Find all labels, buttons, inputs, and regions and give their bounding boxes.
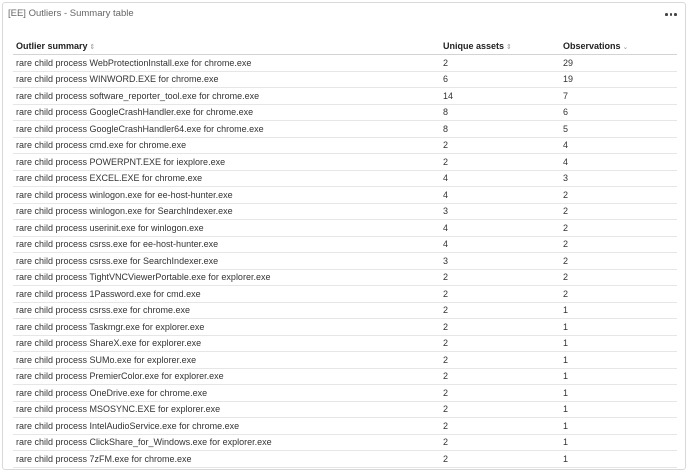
cell-outlier-summary: rare child process cmd.exe for chrome.exe: [13, 137, 440, 154]
cell-outlier-summary: rare child process WINWORD.EXE for chrome.exe: [13, 71, 440, 88]
cell-observations: 2: [560, 269, 677, 286]
cell-outlier-summary: rare child process 7zFM.exe for chrome.exe: [13, 451, 440, 468]
table-row: [13, 203, 677, 220]
sort-icon[interactable]: ⌄: [622, 43, 629, 51]
table-row: [13, 220, 677, 237]
table-row: [13, 451, 677, 468]
table-row: [13, 368, 677, 385]
cell-outlier-summary: rare child process ClickShare_for_Windows.exe for explorer.exe: [13, 434, 440, 451]
table-row: [13, 236, 677, 253]
cell-outlier-summary: rare child process csrss.exe for ee-host-hunter.exe: [13, 236, 440, 253]
cell-outlier-summary: rare child process winlogon.exe for SearchIndexer.exe: [13, 203, 440, 220]
cell-observations: 7: [560, 88, 677, 105]
cell-outlier-summary: rare child process userinit.exe for winlogon.exe: [13, 220, 440, 237]
cell-observations: 2: [560, 203, 677, 220]
cell-observations: 19: [560, 71, 677, 88]
cell-outlier-summary: rare child process Taskmgr.exe for explorer.exe: [13, 319, 440, 336]
sort-icon[interactable]: ⇕: [89, 43, 96, 51]
cell-outlier-summary: rare child process software_reporter_tool.exe for chrome.exe: [13, 88, 440, 105]
cell-unique-assets: 4: [440, 236, 560, 253]
table-header-row: [13, 37, 677, 55]
cell-outlier-summary: rare child process winlogon.exe for ee-host-hunter.exe: [13, 187, 440, 204]
table-row: [13, 121, 677, 138]
table-row: [13, 401, 677, 418]
cell-unique-assets: 2: [440, 335, 560, 352]
cell-outlier-summary: rare child process GoogleCrashHandler64.exe for chrome.exe: [13, 121, 440, 138]
cell-unique-assets: 2: [440, 451, 560, 468]
cell-outlier-summary: rare child process POWERPNT.EXE for iexplore.exe: [13, 154, 440, 171]
cell-unique-assets: 2: [440, 352, 560, 369]
cell-unique-assets: 8: [440, 104, 560, 121]
cell-observations: 2: [560, 236, 677, 253]
panel-title: [EE] Outliers - Summary table: [8, 8, 134, 19]
table-row: [13, 286, 677, 303]
cell-outlier-summary: rare child process csrss.exe for SearchIndexer.exe: [13, 253, 440, 270]
cell-observations: 2: [560, 286, 677, 303]
table-row: [13, 302, 677, 319]
cell-unique-assets: 2: [440, 319, 560, 336]
cell-outlier-summary: rare child process ShareX.exe for explorer.exe: [13, 335, 440, 352]
cell-unique-assets: 3: [440, 203, 560, 220]
cell-unique-assets: 2: [440, 137, 560, 154]
column-header-unique-assets[interactable]: Unique assets ⇕: [440, 37, 560, 55]
cell-observations: 1: [560, 352, 677, 369]
cell-outlier-summary: rare child process PremierColor.exe for explorer.exe: [13, 368, 440, 385]
cell-unique-assets: 2: [440, 401, 560, 418]
cell-observations: 1: [560, 335, 677, 352]
table-row: [13, 434, 677, 451]
cell-unique-assets: 2: [440, 269, 560, 286]
cell-outlier-summary: rare child process EXCEL.EXE for chrome.exe: [13, 170, 440, 187]
cell-observations: 1: [560, 302, 677, 319]
cell-observations: 5: [560, 121, 677, 138]
table-row: [13, 253, 677, 270]
cell-observations: 2: [560, 220, 677, 237]
cell-unique-assets: 2: [440, 55, 560, 72]
cell-observations: 2: [560, 253, 677, 270]
cell-unique-assets: 2: [440, 154, 560, 171]
cell-unique-assets: 4: [440, 187, 560, 204]
sort-icon[interactable]: ⇕: [506, 43, 512, 51]
cell-observations: 1: [560, 319, 677, 336]
table-row: [13, 88, 677, 105]
cell-outlier-summary: rare child process MSOSYNC.EXE for explorer.exe: [13, 401, 440, 418]
table-row: [13, 154, 677, 171]
cell-unique-assets: 2: [440, 286, 560, 303]
cell-unique-assets: 4: [440, 220, 560, 237]
cell-observations: 29: [560, 55, 677, 72]
cell-observations: 1: [560, 401, 677, 418]
cell-observations: 1: [560, 368, 677, 385]
column-header-observations[interactable]: Observations ⌄: [560, 37, 677, 55]
table-row: [13, 137, 677, 154]
cell-observations: 4: [560, 137, 677, 154]
cell-unique-assets: 6: [440, 71, 560, 88]
table-row: [13, 418, 677, 435]
table-row: [13, 170, 677, 187]
table-row: [13, 335, 677, 352]
cell-unique-assets: 8: [440, 121, 560, 138]
table-row: [13, 269, 677, 286]
table-row: [13, 352, 677, 369]
cell-outlier-summary: rare child process TightVNCViewerPortable.exe for explorer.exe: [13, 269, 440, 286]
cell-observations: 4: [560, 154, 677, 171]
ellipsis-icon[interactable]: [665, 13, 677, 17]
cell-observations: 6: [560, 104, 677, 121]
cell-unique-assets: 3: [440, 253, 560, 270]
table-row: [13, 104, 677, 121]
cell-unique-assets: 2: [440, 368, 560, 385]
cell-observations: 1: [560, 418, 677, 435]
cell-unique-assets: 2: [440, 434, 560, 451]
table-row: [13, 55, 677, 72]
table-row: [13, 385, 677, 402]
table-row: [13, 319, 677, 336]
cell-outlier-summary: rare child process OneDrive.exe for chrome.exe: [13, 385, 440, 402]
table-row: [13, 187, 677, 204]
cell-outlier-summary: rare child process WebProtectionInstall.exe for chrome.exe: [13, 55, 440, 72]
cell-outlier-summary: rare child process SUMo.exe for explorer.exe: [13, 352, 440, 369]
cell-outlier-summary: rare child process 1Password.exe for cmd.exe: [13, 286, 440, 303]
cell-unique-assets: 2: [440, 302, 560, 319]
table-row: [13, 71, 677, 88]
cell-observations: 3: [560, 170, 677, 187]
cell-observations: 1: [560, 434, 677, 451]
cell-unique-assets: 4: [440, 170, 560, 187]
cell-unique-assets: 2: [440, 418, 560, 435]
cell-outlier-summary: rare child process IntelAudioService.exe for chrome.exe: [13, 418, 440, 435]
cell-observations: 1: [560, 451, 677, 468]
cell-observations: 1: [560, 385, 677, 402]
cell-observations: 2: [560, 187, 677, 204]
column-header-outlier-summary[interactable]: Outlier summary ⇕: [13, 37, 440, 55]
outliers-summary-panel: [2, 2, 686, 470]
cell-outlier-summary: rare child process GoogleCrashHandler.exe for chrome.exe: [13, 104, 440, 121]
summary-table: [13, 37, 677, 468]
cell-unique-assets: 14: [440, 88, 560, 105]
cell-unique-assets: 2: [440, 385, 560, 402]
cell-outlier-summary: rare child process csrss.exe for chrome.exe: [13, 302, 440, 319]
